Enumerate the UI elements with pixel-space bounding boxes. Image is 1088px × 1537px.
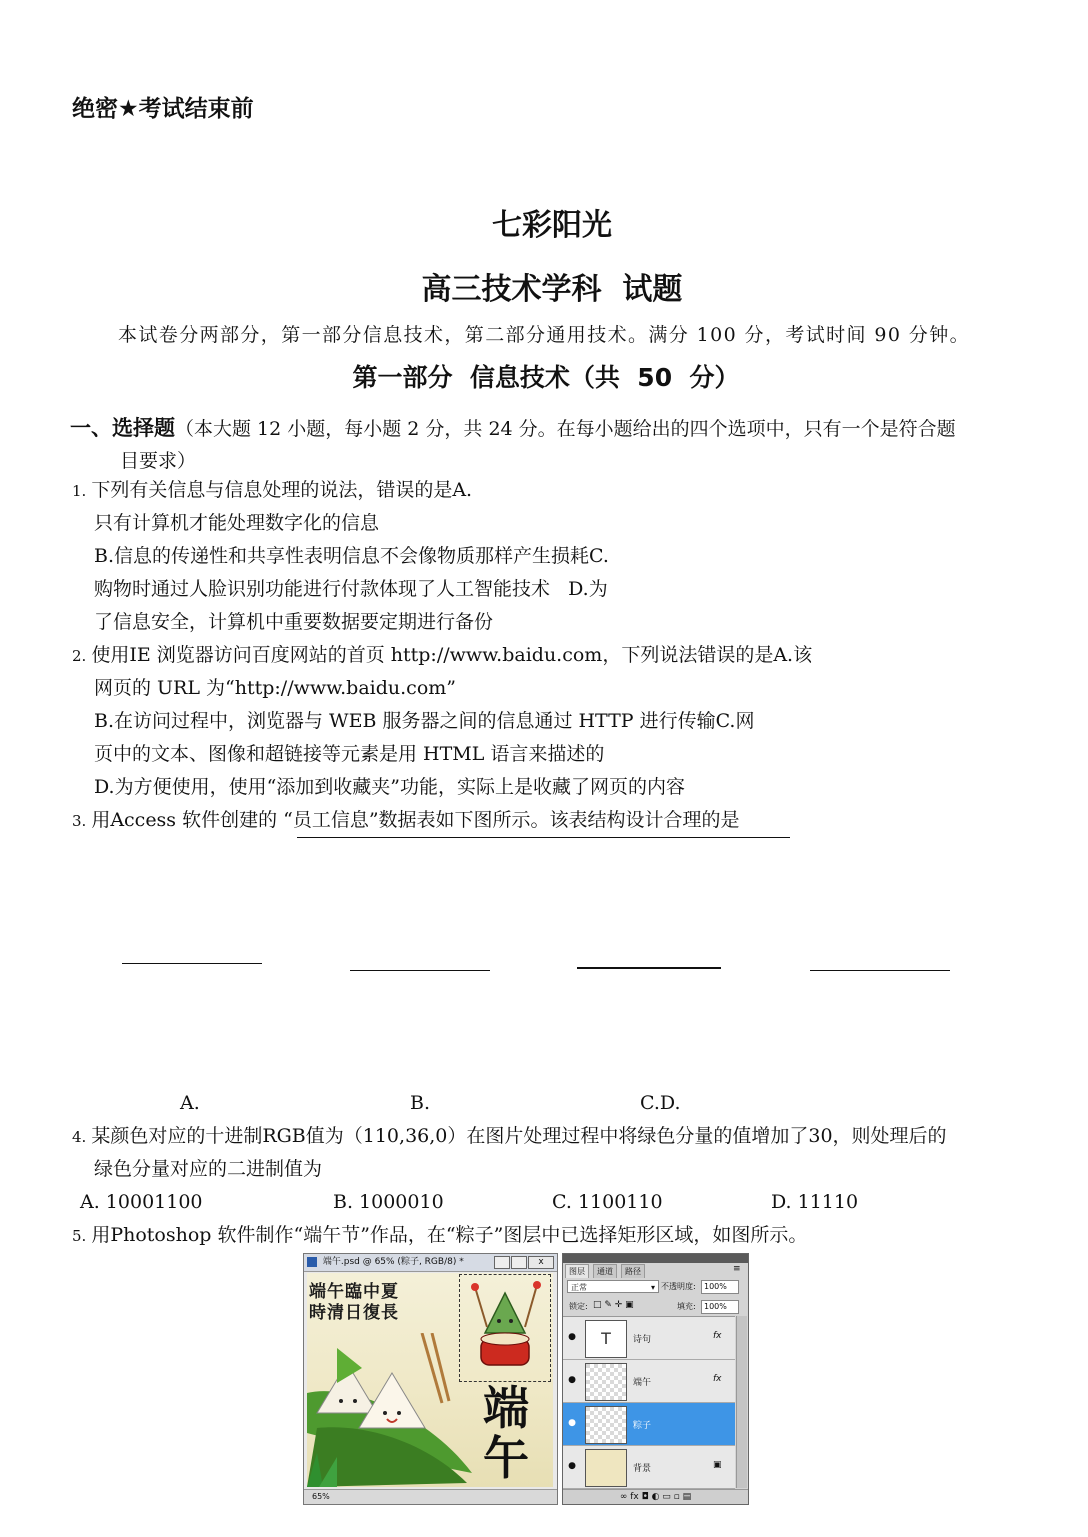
fill-input[interactable]: 100% <box>701 1300 739 1314</box>
q2-line4: 页中的文本、图像和超链接等元素是用 HTML 语言来描述的 <box>94 743 605 765</box>
q1-line3: B.信息的传递性和共享性表明信息不会像物质那样产生损耗C. <box>94 545 609 567</box>
part1-heading: 第一部分 信息技术（共 50 分） <box>352 363 740 392</box>
question-4 <box>72 1120 947 1154</box>
zoom-level[interactable]: 65% <box>312 1492 330 1501</box>
layer-thumbnail <box>585 1320 627 1358</box>
q4-option-c: C. 1100110 <box>552 1191 663 1213</box>
q1-line4: 购物时通过人脸识别功能进行付款体现了人工智能技术 D.为 <box>94 578 608 600</box>
question-1 <box>72 474 472 508</box>
eye-icon[interactable]: ● <box>568 1375 576 1385</box>
question-3 <box>72 804 740 838</box>
q1-stem: 下列有关信息与信息处理的说法，错误的是A. <box>91 479 473 501</box>
question-number: 3. <box>72 812 87 830</box>
layer-name: 诗句 <box>633 1335 652 1345</box>
lock-label: 锁定: <box>569 1302 588 1311</box>
section1-label: 一、选择题 <box>70 416 175 440</box>
window-minimize-icon[interactable] <box>494 1256 510 1269</box>
document-title: 端午.psd @ 65% (粽子, RGB/8) * <box>322 1257 464 1267</box>
panel-menu-icon[interactable]: ≡ <box>733 1264 741 1274</box>
document-title-bar <box>304 1254 557 1272</box>
q4-stem: 某颜色对应的十进制RGB值为（110,36,0）在图片处理过程中将绿色分量的值增加了30，则处理后的 <box>91 1125 947 1147</box>
document-status-bar <box>304 1489 557 1504</box>
q3-option-cd: C.D. <box>640 1092 681 1114</box>
layer-row-background[interactable] <box>563 1446 735 1489</box>
secret-label: 绝密★考试结束前 <box>72 96 254 122</box>
layer-thumbnail <box>585 1449 627 1487</box>
layer-thumbnail <box>585 1406 627 1444</box>
lock-icon: ▣ <box>713 1460 722 1470</box>
section1-desc-cont: 目要求） <box>120 450 197 472</box>
q2-line3: B.在访问过程中，浏览器与 WEB 服务器之间的信息通过 HTTP 进行传输C.网 <box>94 710 755 732</box>
eye-icon[interactable]: ● <box>568 1332 576 1342</box>
option-b-image-placeholder <box>350 970 490 971</box>
panel-top-strip <box>563 1254 748 1263</box>
opacity-input[interactable]: 100% <box>701 1280 739 1294</box>
q2-stem: 使用IE 浏览器访问百度网站的首页 http://www.baidu.com，下列说法错误的是A.该 <box>91 644 813 666</box>
q2-line5: D.为方便使用，使用“添加到收藏夹”功能，实际上是收藏了网页的内容 <box>94 776 686 798</box>
exam-title: 七彩阳光 <box>492 208 612 243</box>
layers-panel <box>562 1253 749 1505</box>
q4-option-b: B. 1000010 <box>333 1191 444 1213</box>
duanwu-calligraphy: 端午 <box>483 1381 529 1485</box>
eye-icon[interactable]: ● <box>568 1418 576 1428</box>
q3-stem-b: “员工信息”数据表如下图所示。该表结构设计合理的是 <box>283 809 740 831</box>
layer-name: 端午 <box>633 1378 652 1388</box>
opacity-label: 不透明度: <box>661 1282 696 1291</box>
q3-underline <box>297 837 790 838</box>
question-number: 5. <box>72 1227 87 1245</box>
question-2 <box>72 639 812 673</box>
layer-row-zongzi[interactable] <box>563 1403 735 1446</box>
q4-option-a: A. 10001100 <box>80 1191 203 1213</box>
window-maximize-icon[interactable] <box>511 1256 527 1269</box>
layer-name: 粽子 <box>633 1421 652 1431</box>
blend-mode-select[interactable] <box>567 1280 659 1293</box>
layers-list <box>563 1316 735 1489</box>
question-number: 2. <box>72 647 87 665</box>
chevron-down-icon: ▾ <box>650 1283 655 1292</box>
option-c-image-placeholder <box>577 967 721 969</box>
q1-line5: 了信息安全，计算机中重要数据要定期进行备份 <box>94 611 494 633</box>
q2-line2: 网页的 URL 为“http://www.baidu.com” <box>94 677 456 699</box>
section1-desc: （本大题 12 小题，每小题 2 分，共 24 分。在每小题给出的四个选项中，只有一个是符合题 <box>175 418 956 440</box>
document-canvas[interactable] <box>307 1273 553 1487</box>
poem-line-1: 端午臨中夏 <box>309 1282 399 1302</box>
question-number: 4. <box>72 1128 87 1146</box>
zongzi-drum-illustration <box>467 1281 547 1377</box>
layers-panel-footer <box>563 1489 748 1505</box>
question-number: 1. <box>72 482 87 500</box>
section1-heading <box>70 412 956 442</box>
exam-subtitle: 高三技术学科 试题 <box>421 272 683 307</box>
layer-thumbnail <box>585 1363 627 1401</box>
q3-option-a: A. <box>180 1092 200 1114</box>
question-5 <box>72 1219 807 1253</box>
lock-icons[interactable]: □ ✎ ✛ ▣ <box>593 1300 634 1310</box>
fx-icon[interactable]: fx <box>713 1331 722 1341</box>
ps-app-icon <box>307 1257 317 1267</box>
poem-line-2: 時清日復長 <box>309 1303 399 1323</box>
q4-line2: 绿色分量对应的二进制值为 <box>94 1158 323 1180</box>
photoshop-document-window <box>303 1253 558 1505</box>
tab-paths[interactable]: 路径 <box>621 1264 645 1278</box>
q3-stem-a: 用Access 软件创建的 <box>91 809 278 831</box>
exam-intro: 本试卷分两部分，第一部分信息技术，第二部分通用技术。满分 100 分，考试时间 90 分钟。 <box>118 324 971 346</box>
fx-icon[interactable]: fx <box>713 1374 722 1384</box>
blend-mode-value: 正常 <box>571 1283 587 1292</box>
bamboo-leaves <box>307 1453 367 1487</box>
option-a-image-placeholder <box>122 963 262 964</box>
layer-row-poem[interactable] <box>563 1317 735 1360</box>
option-d-image-placeholder <box>810 970 950 971</box>
q1-line2: 只有计算机才能处理数字化的信息 <box>94 512 380 534</box>
eye-icon[interactable]: ● <box>568 1461 576 1471</box>
panel-footer-icons[interactable]: ∞ fx ◘ ◐ ▭ ▫ ▤ <box>619 1492 692 1502</box>
window-close-icon[interactable]: x <box>528 1256 554 1269</box>
tab-channels[interactable]: 通道 <box>593 1264 617 1278</box>
fill-label: 填充: <box>677 1302 696 1311</box>
tab-layers[interactable]: 图层 <box>565 1264 589 1278</box>
text-layer-icon: T <box>601 1329 611 1348</box>
q3-option-b: B. <box>410 1092 431 1114</box>
q5-stem: 用Photoshop 软件制作“端午节”作品，在“粽子”图层中已选择矩形区域，如图所示。 <box>91 1224 808 1246</box>
layer-name: 背景 <box>633 1464 652 1474</box>
layers-scrollbar[interactable] <box>736 1316 747 1488</box>
layer-row-duanwu[interactable] <box>563 1360 735 1403</box>
q4-option-d: D. 11110 <box>771 1191 859 1213</box>
